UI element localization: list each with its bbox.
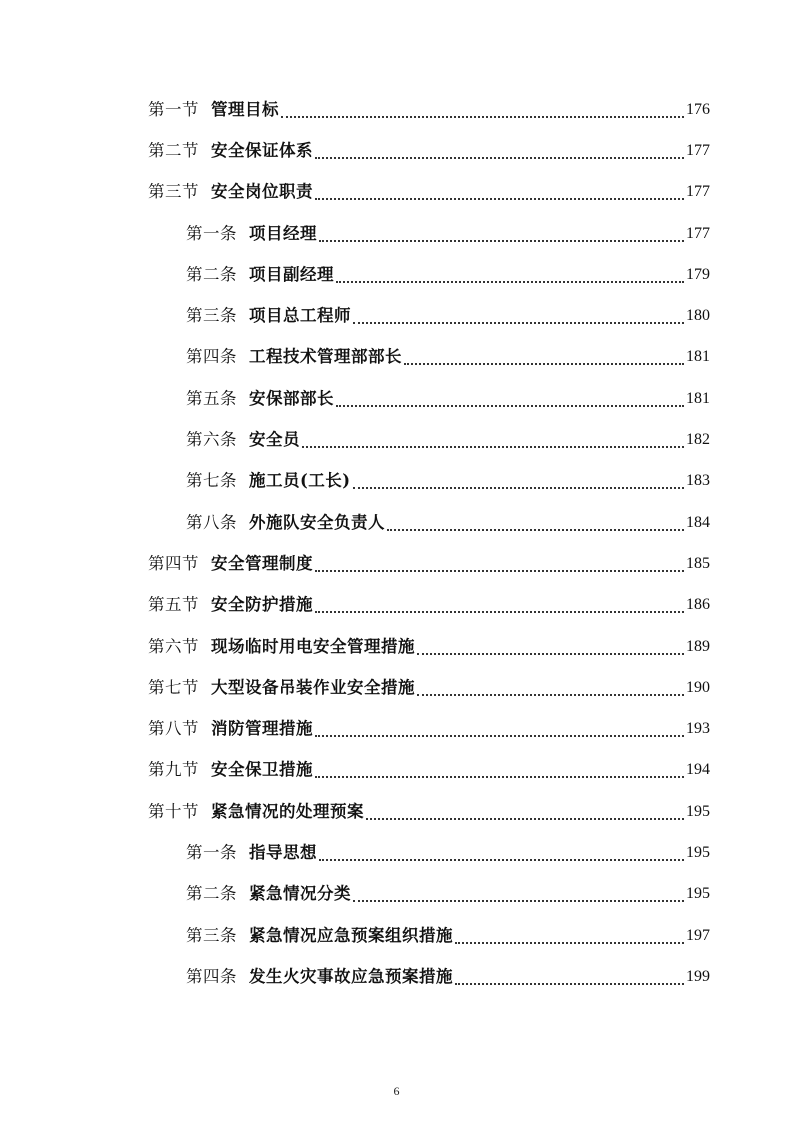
toc-entry-title: 管理目标 — [211, 99, 279, 119]
toc-entry-title: 指导思想 — [249, 842, 317, 862]
toc-article-entry[interactable] — [0, 461, 793, 502]
toc-section-entry[interactable] — [0, 626, 793, 667]
toc-dot-leader — [336, 281, 684, 283]
toc-dot-leader — [353, 487, 684, 489]
toc-entry-page: 181 — [686, 389, 710, 407]
toc-entry-page: 179 — [686, 265, 710, 283]
toc-entry-page: 195 — [686, 885, 710, 903]
toc-dot-leader — [315, 735, 684, 737]
toc-article-entry[interactable] — [0, 254, 793, 295]
toc-dot-leader — [319, 240, 684, 242]
toc-dot-leader — [315, 776, 684, 778]
toc-entry-number: 第十节 — [148, 801, 199, 821]
toc-entry-number: 第一节 — [148, 99, 199, 119]
toc-entry-number: 第六条 — [186, 430, 237, 450]
toc-entry-page: 186 — [686, 596, 710, 614]
toc-entry-title: 紧急情况的处理预案 — [211, 801, 364, 821]
toc-entry-number: 第八条 — [186, 512, 237, 532]
toc-entry-number: 第三节 — [148, 182, 199, 202]
toc-entry-page: 190 — [686, 678, 710, 696]
toc-section-entry[interactable] — [0, 130, 793, 171]
toc-entry-title: 安全保卫措施 — [211, 760, 313, 780]
toc-entry-number: 第二条 — [186, 884, 237, 904]
toc-entry-number: 第八节 — [148, 719, 199, 739]
toc-entry-title: 紧急情况应急预案组织措施 — [249, 925, 453, 945]
toc-dot-leader — [455, 942, 684, 944]
toc-entry-page: 185 — [686, 554, 710, 572]
toc-dot-leader — [455, 983, 684, 985]
toc-entry-title: 现场临时用电安全管理措施 — [211, 636, 415, 656]
toc-entry-title: 项目总工程师 — [249, 306, 351, 326]
toc-article-entry[interactable] — [0, 502, 793, 543]
toc-dot-leader — [315, 570, 684, 572]
toc-entry-title: 大型设备吊装作业安全措施 — [211, 677, 415, 697]
toc-entry-title: 安全岗位职责 — [211, 182, 313, 202]
toc-entry-number: 第五节 — [148, 595, 199, 615]
toc-entry-page: 199 — [686, 967, 710, 985]
toc-dot-leader — [319, 859, 684, 861]
toc-article-entry[interactable] — [0, 874, 793, 915]
toc-entry-title: 紧急情况分类 — [249, 884, 351, 904]
toc-entry-page: 197 — [686, 926, 710, 944]
toc-entry-title: 安保部部长 — [249, 388, 334, 408]
toc-section-entry[interactable] — [0, 708, 793, 749]
toc-entry-page: 177 — [686, 141, 710, 159]
toc-dot-leader — [387, 529, 684, 531]
toc-entry-number: 第五条 — [186, 388, 237, 408]
toc-entry-title: 项目副经理 — [249, 264, 334, 284]
toc-entry-number: 第七节 — [148, 677, 199, 697]
toc-dot-leader — [404, 363, 684, 365]
toc-entry-page: 189 — [686, 637, 710, 655]
toc-article-entry[interactable] — [0, 419, 793, 460]
toc-dot-leader — [315, 611, 684, 613]
table-of-contents — [0, 89, 793, 998]
toc-entry-title: 安全防护措施 — [211, 595, 313, 615]
toc-entry-number: 第二条 — [186, 264, 237, 284]
toc-entry-page: 180 — [686, 307, 710, 325]
toc-entry-page: 193 — [686, 720, 710, 738]
toc-article-entry[interactable] — [0, 956, 793, 997]
toc-section-entry[interactable] — [0, 543, 793, 584]
toc-entry-number: 第四节 — [148, 553, 199, 573]
toc-section-entry[interactable] — [0, 89, 793, 130]
toc-entry-page: 195 — [686, 843, 710, 861]
toc-dot-leader — [417, 694, 684, 696]
toc-section-entry[interactable] — [0, 791, 793, 832]
toc-section-entry[interactable] — [0, 750, 793, 791]
toc-entry-page: 184 — [686, 513, 710, 531]
toc-article-entry[interactable] — [0, 295, 793, 336]
toc-entry-number: 第九节 — [148, 760, 199, 780]
toc-dot-leader — [281, 116, 684, 118]
toc-dot-leader — [302, 446, 684, 448]
toc-dot-leader — [366, 818, 684, 820]
toc-entry-title: 工程技术管理部部长 — [249, 347, 402, 367]
toc-entry-number: 第三条 — [186, 306, 237, 326]
page-number: 6 — [393, 1084, 400, 1098]
toc-entry-page: 182 — [686, 431, 710, 449]
toc-entry-number: 第一条 — [186, 223, 237, 243]
toc-article-entry[interactable] — [0, 832, 793, 873]
toc-entry-title: 发生火灾事故应急预案措施 — [249, 966, 453, 986]
toc-entry-page: 183 — [686, 472, 710, 490]
toc-entry-title: 安全管理制度 — [211, 553, 313, 573]
toc-section-entry[interactable] — [0, 585, 793, 626]
toc-entry-page: 177 — [686, 224, 710, 242]
toc-entry-title: 施工员(工长) — [249, 471, 351, 491]
toc-dot-leader — [315, 157, 684, 159]
toc-entry-number: 第一条 — [186, 842, 237, 862]
toc-section-entry[interactable] — [0, 667, 793, 708]
toc-article-entry[interactable] — [0, 337, 793, 378]
toc-dot-leader — [336, 405, 684, 407]
toc-article-entry[interactable] — [0, 378, 793, 419]
toc-dot-leader — [315, 198, 684, 200]
toc-entry-number: 第二节 — [148, 140, 199, 160]
toc-entry-number: 第六节 — [148, 636, 199, 656]
toc-entry-title: 消防管理措施 — [211, 719, 313, 739]
toc-entry-title: 项目经理 — [249, 223, 317, 243]
toc-entry-number: 第七条 — [186, 471, 237, 491]
toc-entry-title: 安全保证体系 — [211, 140, 313, 160]
toc-entry-page: 181 — [686, 348, 710, 366]
toc-section-entry[interactable] — [0, 172, 793, 213]
toc-entry-page: 194 — [686, 761, 710, 779]
toc-entry-number: 第四条 — [186, 966, 237, 986]
toc-dot-leader — [353, 900, 684, 902]
toc-entry-title: 安全员 — [249, 430, 300, 450]
toc-entry-title: 外施队安全负责人 — [249, 512, 385, 532]
toc-entry-page: 177 — [686, 183, 710, 201]
toc-entry-number: 第四条 — [186, 347, 237, 367]
toc-article-entry[interactable] — [0, 213, 793, 254]
toc-entry-number: 第三条 — [186, 925, 237, 945]
toc-entry-page: 195 — [686, 802, 710, 820]
toc-dot-leader — [353, 322, 684, 324]
toc-article-entry[interactable] — [0, 915, 793, 956]
toc-dot-leader — [417, 653, 684, 655]
toc-entry-page: 176 — [686, 100, 710, 118]
